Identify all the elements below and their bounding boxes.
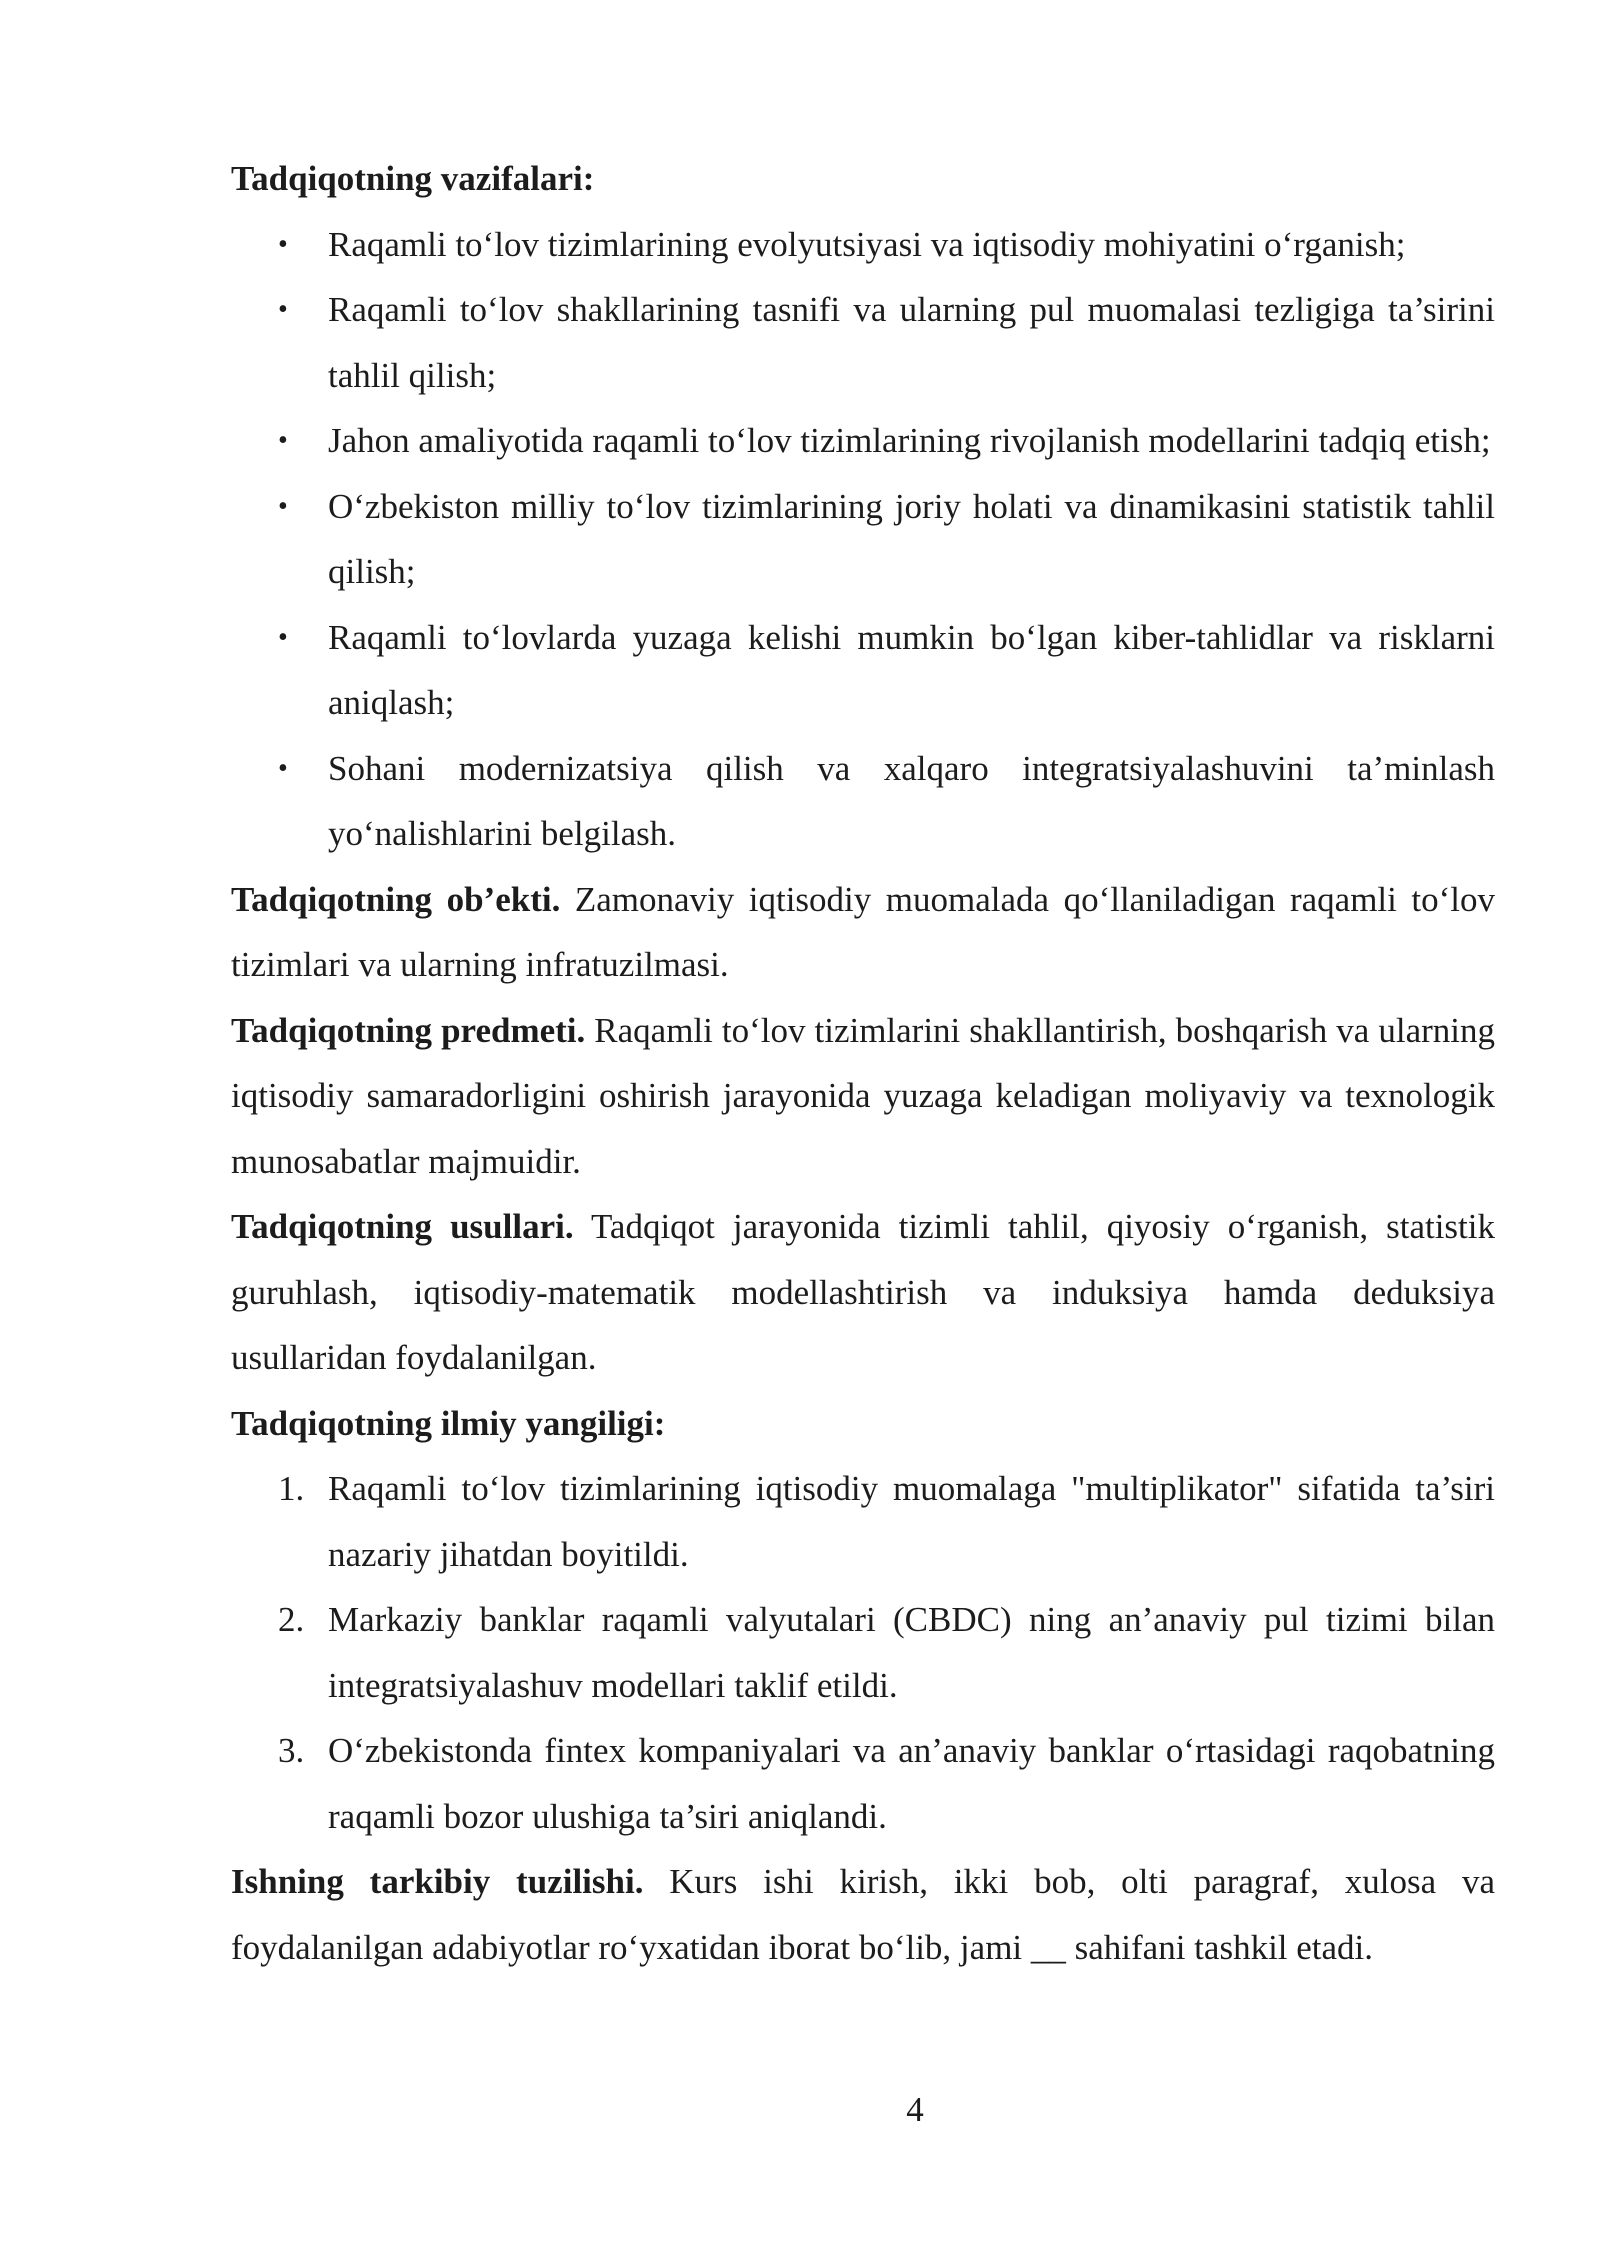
novelty-list	[231, 1456, 1495, 1849]
list-item	[231, 1587, 1495, 1718]
list-item-text: Jahon amaliyotida raqamli to‘lov tizimlarining rivojlanish modellarini tadqiq etish;	[328, 421, 1491, 460]
list-item	[231, 736, 1495, 867]
subject-text: Raqamli to‘lov tizimlarini shakllantirish, boshqarish va ularning iqtisodiy samaradorligini oshirish jarayonida yuzaga keladigan moliyaviy va texnologik munosabatlar majmuidir.	[231, 1010, 1495, 1181]
list-item-text: Raqamli to‘lov tizimlarining evolyutsiyasi va iqtisodiy mohiyatini o‘rganish;	[328, 224, 1406, 264]
list-item	[231, 277, 1495, 408]
list-item-number: 3.	[278, 1731, 305, 1770]
list-item	[231, 212, 1495, 278]
tasks-list	[231, 212, 1495, 867]
structure-paragraph	[231, 1849, 1495, 1980]
structure-text: Kurs ishi kirish, ikki bob, olti paragraf, xulosa va foydalanilgan adabiyotlar ro‘yxatidan iborat bo‘lib, jami __ sahifani tashkil etadi.	[231, 1862, 1495, 1967]
object-text: Zamonaviy iqtisodiy muomalada qo‘llaniladigan raqamli to‘lov tizimlari va ularning infratuzilmasi.	[231, 879, 1495, 984]
list-item-text: Raqamli to‘lovlarda yuzaga kelishi mumkin bo‘lgan kiber-tahlidlar va risklarni aniqlash;	[328, 617, 1495, 722]
page-number: 4	[906, 2090, 924, 2129]
list-item-text: Raqamli to‘lov shakllarining tasnifi va ularning pul muomalasi tezligiga ta’sirini tahlil qilish;	[328, 290, 1495, 395]
bullet-icon: •	[278, 425, 288, 456]
list-item-text: Raqamli to‘lov tizimlarining iqtisodiy muomalaga "multiplikator" sifatida ta’siri nazariy jihatdan boyitildi.	[328, 1469, 1495, 1574]
bullet-icon: •	[278, 294, 288, 325]
list-item	[231, 1456, 1495, 1587]
list-item	[231, 605, 1495, 736]
subject-paragraph	[231, 998, 1495, 1195]
novelty-heading: Tadqiqotning ilmiy yangiligi:	[231, 1403, 666, 1443]
list-item-text: Sohani modernizatsiya qilish va xalqaro integratsiyalashuvini ta’minlash yo‘nalishlarini belgilash.	[328, 748, 1495, 853]
list-item-number: 1.	[278, 1469, 305, 1508]
tasks-heading: Tadqiqotning vazifalari:	[231, 159, 595, 198]
subject-lead: Tadqiqotning predmeti.	[231, 1010, 586, 1050]
methods-lead: Tadqiqotning usullari.	[231, 1207, 574, 1246]
methods-paragraph	[231, 1194, 1495, 1391]
bullet-icon: •	[278, 228, 288, 260]
bullet-icon: •	[278, 752, 288, 784]
list-item-text: Markaziy banklar raqamli valyutalari (CBDC) ning an’anaviy pul tizimi bilan integratsiyalashuv modellari taklif etildi.	[328, 1600, 1495, 1705]
bullet-icon: •	[278, 621, 288, 653]
object-lead: Tadqiqotning ob’ekti.	[231, 879, 561, 919]
list-item	[231, 1718, 1495, 1849]
structure-lead: Ishning tarkibiy tuzilishi.	[231, 1862, 644, 1901]
bullet-icon: •	[278, 490, 288, 522]
list-item-text: O‘zbekiston milliy to‘lov tizimlarining joriy holati va dinamikasini statistik tahlil qilish;	[328, 486, 1495, 591]
document-page	[231, 146, 1495, 1980]
methods-text: Tadqiqot jarayonida tizimli tahlil, qiyosiy o‘rganish, statistik guruhlash, iqtisodiy-matematik modellashtirish va induksiya hamda deduksiya usullaridan foydalanilgan.	[231, 1207, 1496, 1377]
list-item	[231, 474, 1495, 605]
list-item	[231, 408, 1495, 474]
list-item-number: 2.	[278, 1600, 305, 1639]
list-item-text: O‘zbekistonda fintex kompaniyalari va an’anaviy banklar o‘rtasidagi raqobatning raqamli bozor ulushiga ta’siri aniqlandi.	[328, 1731, 1495, 1836]
object-paragraph	[231, 867, 1495, 998]
